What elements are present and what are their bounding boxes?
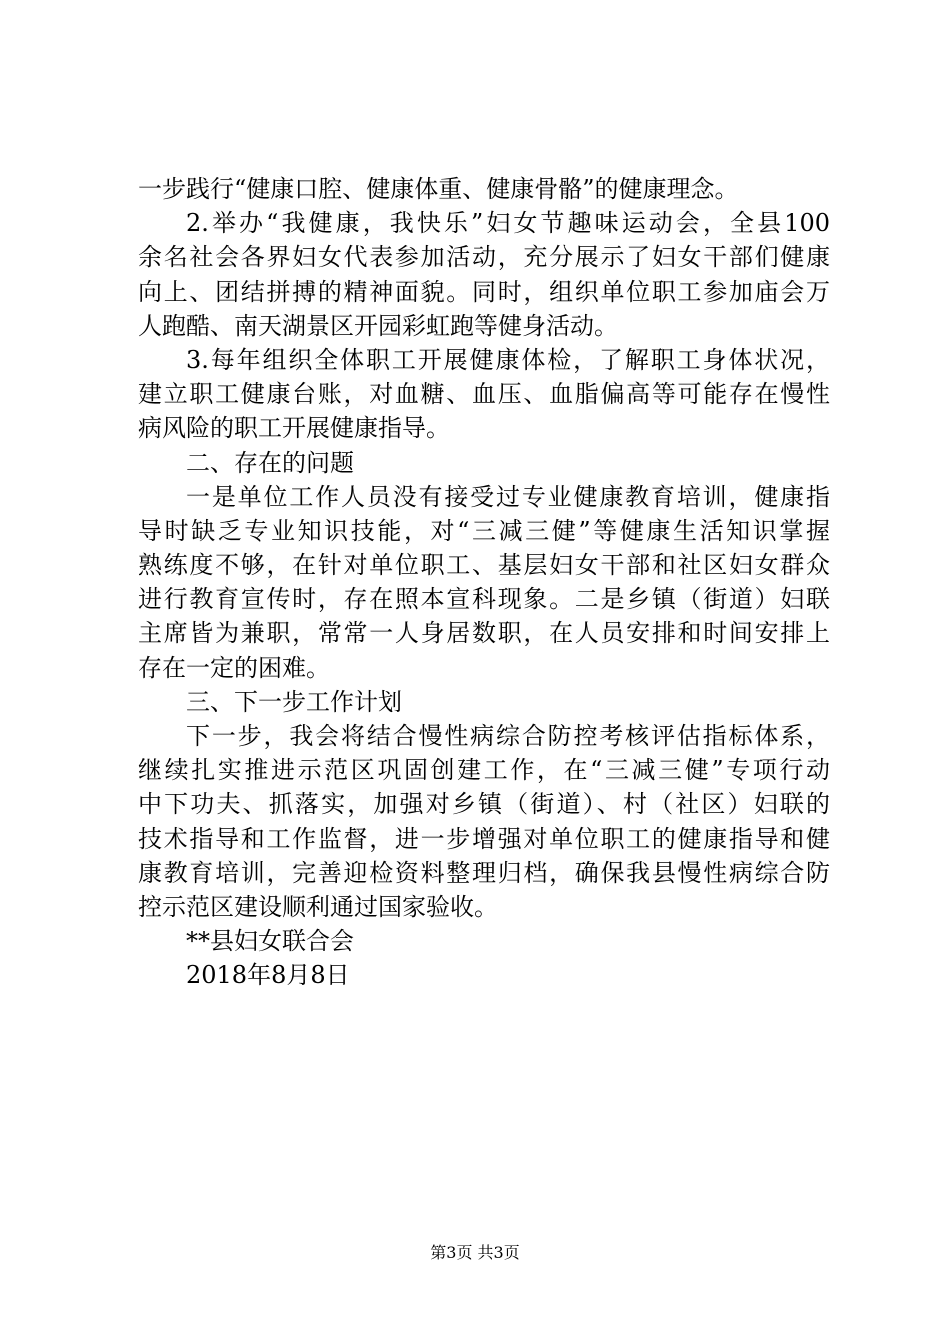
- paragraph-next-plan: [138, 719, 830, 924]
- signature-organization: **县妇女联合会: [186, 927, 354, 956]
- section-heading: 三、下一步工作计划: [186, 687, 402, 716]
- text-line: 主席皆为兼职，常常一人身居数职，在人员安排和时间安排上: [138, 619, 830, 648]
- text-line: 控示范区建设顺利通过国家验收。: [138, 892, 498, 921]
- signature-date: 2018年8月8日: [186, 961, 350, 990]
- text-line: 人跑酷、南天湖景区开园彩虹跑等健身活动。: [138, 311, 618, 340]
- text-line: 一步践行“健康口腔、健康体重、健康骨骼”的健康理念。: [138, 175, 739, 203]
- document-body: [138, 172, 830, 993]
- paragraph-intro-continuation: [138, 172, 830, 206]
- text-line: 向上、团结拼搏的精神面貌。同时，组织单位职工参加庙会万: [138, 277, 830, 306]
- text-line: 3.每年组织全体职工开展健康体检，了解职工身体状况，: [186, 345, 830, 374]
- text-line: 2.举办“我健康，我快乐”妇女节趣味运动会，全县100: [186, 209, 830, 238]
- text-line: 存在一定的困难。: [138, 653, 330, 682]
- text-line: 熟练度不够，在针对单位职工、基层妇女干部和社区妇女群众: [138, 551, 830, 580]
- text-line: 病风险的职工开展健康指导。: [138, 414, 450, 443]
- paragraph-problems: [138, 480, 830, 685]
- text-line: 一是单位工作人员没有接受过专业健康教育培训，健康指: [186, 482, 830, 511]
- text-line: 导时缺乏专业知识技能，对“三减三健”等健康生活知识掌握: [138, 516, 830, 545]
- text-line: 余名社会各界妇女代表参加活动，充分展示了妇女干部们健康: [138, 243, 830, 272]
- page-number-label: 第3页 共3页: [430, 1243, 520, 1262]
- text-line: 中下功夫、抓落实，加强对乡镇（街道）、村（社区）妇联的: [138, 790, 830, 819]
- heading-next-plan: [138, 685, 830, 719]
- heading-problems: [138, 446, 830, 480]
- text-line: 继续扎实推进示范区巩固创建工作，在“三减三健”专项行动: [138, 756, 830, 785]
- text-line: 建立职工健康台账，对血糖、血压、血脂偏高等可能存在慢性: [138, 380, 830, 409]
- text-line: 康教育培训，完善迎检资料整理归档，确保我县慢性病综合防: [138, 858, 830, 887]
- text-line: 技术指导和工作监督，进一步增强对单位职工的健康指导和健: [138, 824, 830, 853]
- text-line: 进行教育宣传时，存在照本宣科现象。二是乡镇（街道）妇联: [138, 585, 830, 614]
- paragraph-item-3: [138, 343, 830, 446]
- section-heading: 二、存在的问题: [186, 448, 354, 477]
- text-line: 下一步，我会将结合慢性病综合防控考核评估指标体系，: [186, 722, 830, 750]
- signature-block: [138, 924, 830, 992]
- paragraph-item-2: [138, 206, 830, 343]
- page-footer: [0, 1243, 950, 1263]
